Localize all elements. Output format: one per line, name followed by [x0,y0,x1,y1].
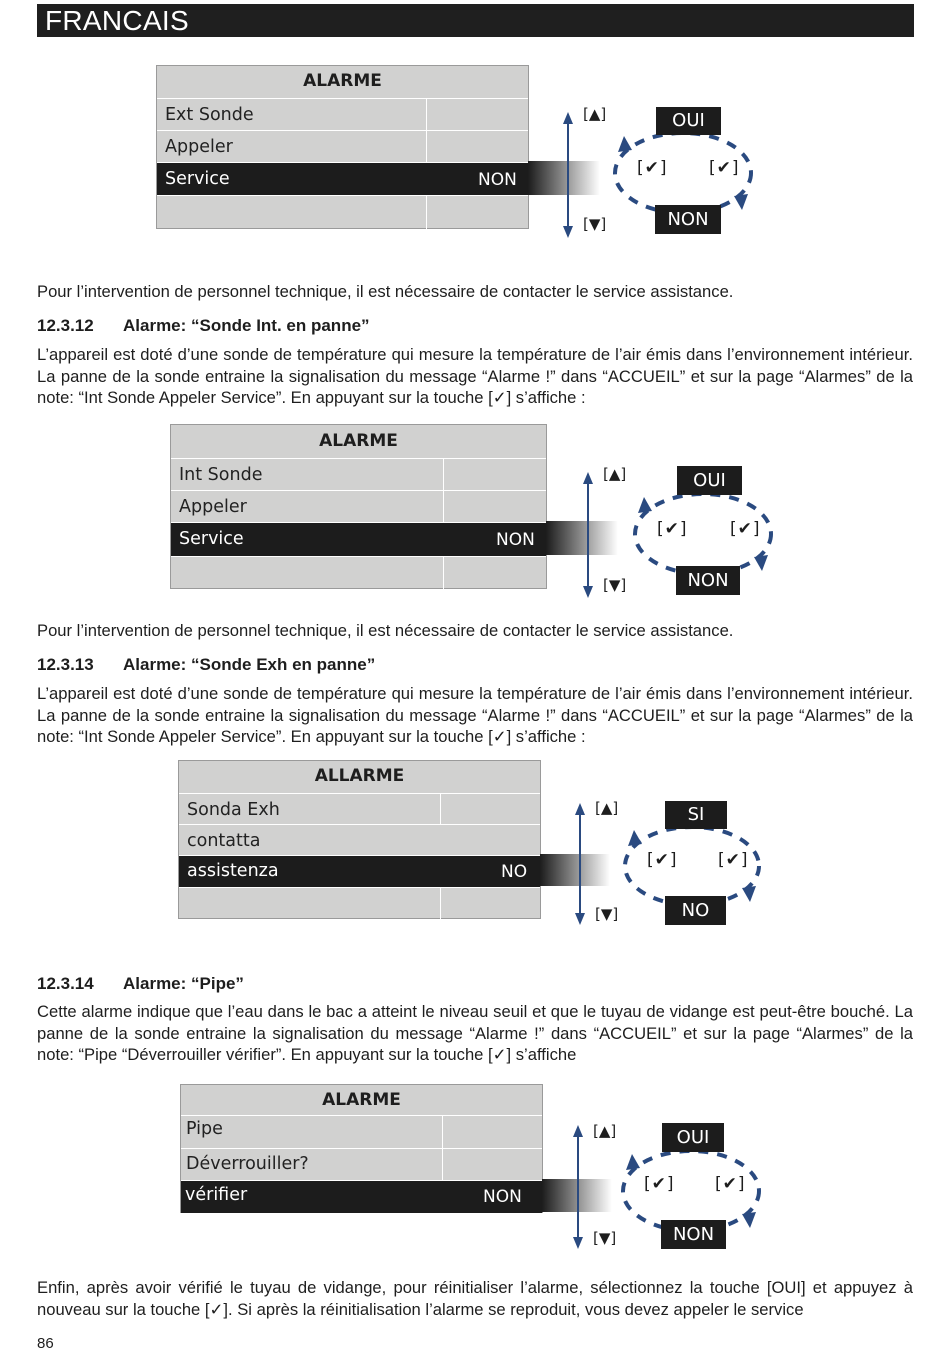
row-value: NO [501,862,528,882]
up-key-label: [▲] [593,1122,617,1140]
screen-row [171,458,546,490]
column-divider [440,887,441,919]
no-option[interactable]: NO [665,896,726,925]
up-key-label: [▲] [595,799,619,817]
paragraph: Pour l’intervention de personnel technique, il est nécessaire de contacter le service assistance. [37,282,734,301]
screen-row [171,490,546,522]
screen-title: ALLARME [314,766,405,786]
screen-row [157,130,528,162]
yes-option[interactable]: OUI [662,1123,724,1152]
up-key-label: [▲] [583,105,607,123]
row-label: contatta [187,831,261,851]
column-divider [426,195,427,229]
no-option[interactable]: NON [676,566,740,595]
display-screen [180,1084,543,1213]
section-title-text: Alarme: “Sonde Exh en panne” [123,655,376,674]
screen-row-selected [181,1180,542,1213]
row-label: assistenza [187,861,279,881]
row-label: Déverrouiller? [186,1154,309,1174]
down-key-label: [▼] [603,576,627,594]
screen-row [171,556,546,589]
yes-option[interactable]: OUI [656,107,721,135]
screen-row-selected [157,162,528,195]
column-divider [440,793,441,824]
confirm-key-left: [✔] [644,1174,675,1194]
row-label: Int Sonde [179,465,263,485]
column-divider [443,556,444,589]
screen-title: ALARME [322,1090,401,1110]
screen-row [179,887,540,919]
column-divider [426,98,427,162]
language-header-bar [37,4,914,37]
row-label: Ext Sonde [165,105,254,125]
down-key-label: [▼] [595,905,619,923]
section-title-text: Alarme: “Sonde Int. en panne” [123,316,370,335]
up-key-label: [▲] [603,465,627,483]
updown-arrow-icon [572,803,588,925]
no-option[interactable]: NON [655,205,721,234]
screen-row [157,195,528,229]
display-screen [156,65,529,229]
screen-title: ALARME [319,431,398,451]
paragraph: Enfin, après avoir vérifié le tuyau de vidange, pour réinitialiser l’alarme, sélectionnez la touche [OUI] et appuyez à nouveau sur la touche [✓]. Si après la réinitialisation l’alarme se reproduit, vous devez appeler le service [37,1278,913,1319]
down-key-label: [▼] [593,1229,617,1247]
confirm-key-left: [✔] [637,158,668,178]
screen-row [179,793,540,824]
screen-row [157,98,528,130]
confirm-key-right: [✔] [718,850,749,870]
row-label: Sonda Exh [187,800,280,820]
display-screen [178,760,541,919]
yes-option[interactable]: SI [665,801,727,829]
updown-arrow-icon [580,472,596,598]
page-number: 86 [37,1335,54,1352]
paragraph: Cette alarme indique que l’eau dans le bac a atteint le niveau seuil et que le tuyau de vidange est peut-être bouché. La panne de la sonde entraine la signalisation du message “Alarme !” dans “ACCUEIL” et sur la page “Alarmes” de la note: “Pipe “Déverrouiller vérifier”. En appuyant sur la touche [✓] s’affiche [37,1002,913,1064]
updown-arrow-icon [570,1125,586,1249]
confirm-key-left: [✔] [647,850,678,870]
language-title: FRANCAIS [45,5,189,36]
section-title-text: Alarme: “Pipe” [123,974,244,993]
screen-row [179,824,540,855]
updown-arrow-icon [560,112,576,238]
section-heading [37,655,375,675]
display-screen [170,424,547,589]
screen-row-selected [179,855,540,887]
confirm-key-left: [✔] [657,519,688,539]
down-key-label: [▼] [583,215,607,233]
screen-title: ALARME [303,71,382,91]
paragraph: L’appareil est doté d’une sonde de température qui mesure la température de l’air émis dans l’environnement intérieur. La panne de la sonde entraine la signalisation du message “Alarme !” dans “ACCUEIL” et sur la page “Alarmes” de la note: “Int Sonde Appeler Service”. En appuyant sur la touche [✓] s’affiche : [37,684,913,746]
column-divider [443,458,444,522]
paragraph: Pour l’intervention de personnel technique, il est nécessaire de contacter le service assistance. [37,621,734,640]
row-label: Service [165,169,230,189]
row-label: vérifier [185,1185,248,1205]
yes-option[interactable]: OUI [677,466,742,495]
paragraph: L’appareil est doté d’une sonde de température qui mesure la température de l’air émis dans l’environnement intérieur. La panne de la sonde entraine la signalisation du message “Alarme !” dans “ACCUEIL” et sur la page “Alarmes” de la note: “Int Sonde Appeler Service”. En appuyant sur la touche [✓] s’affiche : [37,345,913,407]
row-label: Appeler [179,497,247,517]
row-value: NON [483,1187,522,1207]
row-value: NON [478,170,517,190]
screen-row [181,1148,542,1180]
row-label: Appeler [165,137,233,157]
screen-row [181,1115,542,1148]
confirm-key-right: [✔] [715,1174,746,1194]
section-heading [37,974,244,994]
screen-row-selected [171,522,546,556]
no-option[interactable]: NON [661,1220,726,1249]
confirm-key-right: [✔] [709,158,740,178]
section-number: 12.3.13 [37,655,94,674]
confirm-key-right: [✔] [730,519,761,539]
row-value: NON [496,530,535,550]
section-number: 12.3.14 [37,974,94,993]
section-heading [37,316,370,336]
column-divider [442,1115,443,1180]
row-label: Pipe [186,1119,223,1139]
row-label: Service [179,529,244,549]
section-number: 12.3.12 [37,316,94,335]
